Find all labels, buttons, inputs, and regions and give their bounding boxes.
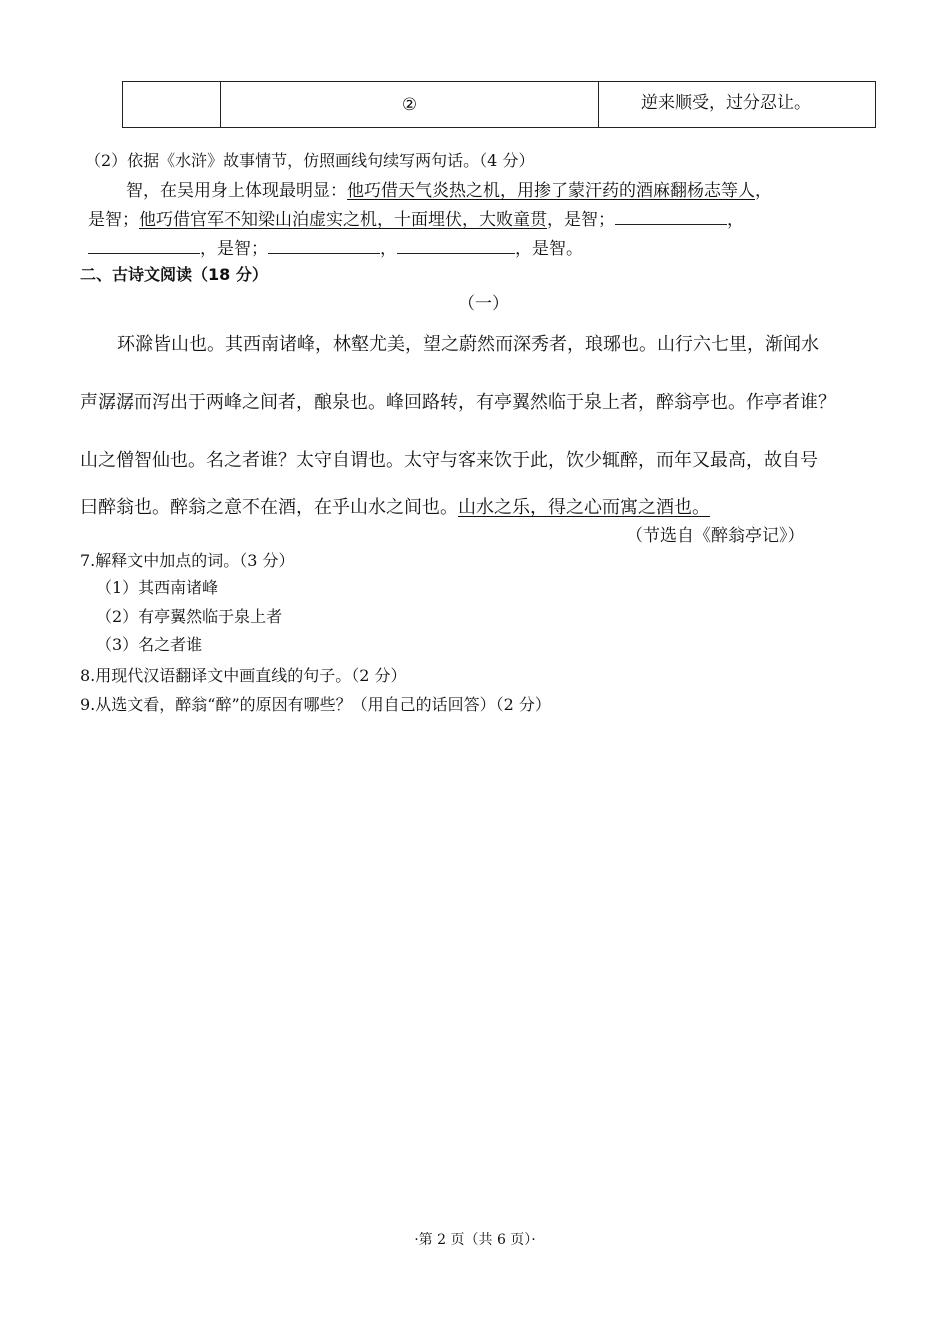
imitation-intro: 智，在吴用身上体现最明显： <box>126 181 347 201</box>
comma: ， <box>755 181 772 201</box>
table-cell-text: 逆来顺受，过分忍让。 <box>641 93 811 113</box>
imitation-line-3 <box>88 234 583 259</box>
comma-3: ， <box>380 239 397 259</box>
question-7-item-2: （2）有亭翼然临于泉上者 <box>96 607 283 626</box>
part-1-heading: （一） <box>458 294 509 314</box>
passage-line-2: 声潺潺而泻出于两峰之间者，酿泉也。峰回路转，有亭翼然临于泉上者，醉翁亭也。作亭者谁？ <box>80 392 836 413</box>
passage-line-1: 环滁皆山也。其西南诸峰，林壑尤美，望之蔚然而深秀者，琅琊也。山行六七里，渐闻水 <box>117 334 819 355</box>
underlined-example-2: 他巧借官军不知梁山泊虚实之机，十面埋伏，大败童贯 <box>139 210 547 230</box>
page-footer: ·第 2 页（共 6 页）· <box>414 1232 536 1248</box>
question-7-item-1: （1）其西南诸峰 <box>96 578 219 597</box>
answer-table <box>122 81 876 128</box>
passage-underlined-sentence: 山水之乐，得之心而寓之酒也。 <box>458 497 710 518</box>
table-cell-number: ② <box>221 82 599 127</box>
imitation-line-1 <box>126 176 772 201</box>
text-is-wisdom-4: ，是智。 <box>515 239 583 259</box>
answer-blank-3[interactable] <box>268 235 380 254</box>
section-2-heading: 二、古诗文阅读（18 分） <box>80 265 268 284</box>
comma-2: ， <box>727 210 744 230</box>
passage-line-4-text: 曰醉翁也。醉翁之意不在酒，在乎山水之间也。 <box>80 497 458 518</box>
text-is-wisdom-2: ，是智； <box>547 210 615 230</box>
text-is-wisdom: 是智； <box>88 210 139 230</box>
question-2-prompt: （2）依据《水浒》故事情节，仿照画线句续写两句话。（4 分） <box>85 151 535 170</box>
answer-blank-4[interactable] <box>397 235 515 254</box>
underlined-example-1: 他巧借天气炎热之机，用掺了蒙汗药的酒麻翻杨志等人 <box>347 181 755 201</box>
question-8: 8.用现代汉语翻译文中画直线的句子。（2 分） <box>80 666 407 685</box>
answer-blank-1[interactable] <box>615 206 727 225</box>
question-7-item-3: （3）名之者谁 <box>96 635 203 654</box>
passage-line-4 <box>80 493 710 519</box>
text-is-wisdom-3: ，是智； <box>200 239 268 259</box>
imitation-line-2 <box>88 205 744 230</box>
question-7: 7.解释文中加点的词。（3 分） <box>80 551 295 570</box>
answer-blank-2[interactable] <box>88 235 200 254</box>
table-cell-empty <box>123 82 221 127</box>
passage-line-3: 山之僧智仙也。名之者谁？太守自谓也。太守与客来饮于此，饮少辄醉，而年又最高，故自号 <box>80 450 818 471</box>
passage-source: （节选自《醉翁亭记》） <box>626 526 805 546</box>
question-9: 9.从选文看，醉翁“醉”的原因有哪些？（用自己的话回答）（2 分） <box>80 695 551 714</box>
